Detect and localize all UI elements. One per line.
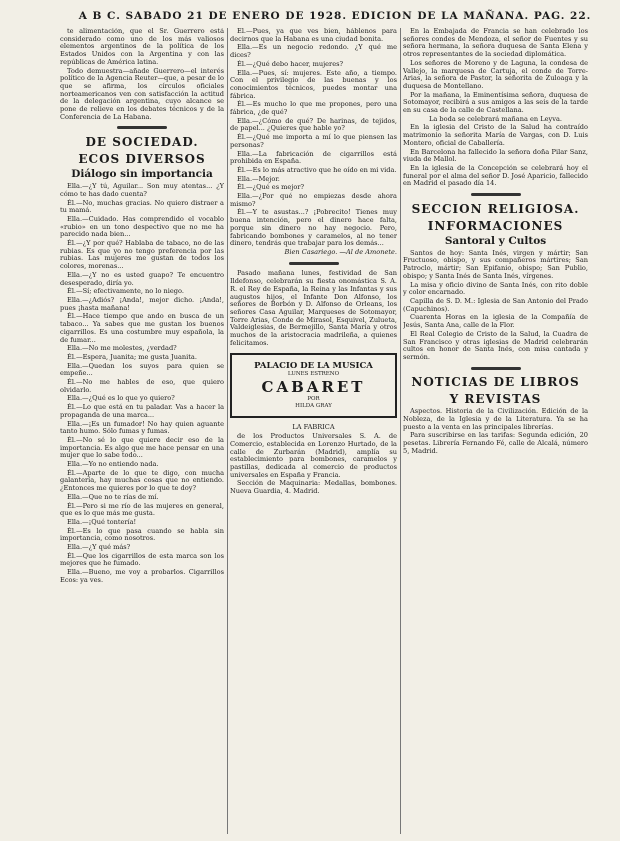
dialogue-line: Ella.—¿Y no es usted guapo? Te encuentro desesperado, diría yo. [60, 270, 224, 287]
dialogue-line: Ella.—¿Por qué no empiezas desde ahora mismo? [230, 192, 397, 208]
dialogue-line: Ella.—¡Qué tontería! [67, 517, 137, 526]
notice-title: LA FABRICA [292, 423, 335, 432]
dialogue-line: Él.—Es lo más atractivo que he oído en mi vida. [237, 165, 397, 174]
dialogue-line: Ella.—¡Es un fumador! No hay quien aguante tanto humo. Sólo fumas y fumas. [60, 419, 224, 436]
santoral-text: Cuarenta Horas en la iglesia de la Compañía de Jesús, Santa Ana, calle de la Flor. [403, 313, 588, 330]
santoral-text: Santos de hoy: Santa Inés, virgen y mártir; San Fructuoso, obispo, y sus compañeros mártires; San Patroclo, mártir; San Epifanio, obispo; San Publio, obispo; y Santa Inés de Santa Inés, vírgenes. [403, 248, 588, 280]
dialogue-line: Ella.—¿Y tú, Aguilar... Son muy atentas... ¿Y cómo te has dado cuenta? [60, 182, 224, 198]
dialogue-line: Ella.—Bueno, me voy a probarlos. Cigarrillos Ecos: ya ves. [60, 568, 224, 584]
social-note: Pasado mañana lunes, festividad de San Ildefonso, celebrarán su fiesta onomástica S. A. R. el Rey de España, la Reina y las Infantas y sus augustos hijos, el Infante Don Alfonso, los señores de Borbón y D. Alfonso de Orleans, los señores Casa Aguilar, Marqueses de Sotomayor, Torre Arias, Conde de Mirasol, Esquivel, Zulueta, Valdeiglesias, de Bermejillo, Santa María y otros muchos de la aristocracia madrileña, a quienes felicitamos. [230, 269, 397, 347]
santoral-text: La misa y oficio divino de Santa Inés, con rito doble y color encarnado. [403, 280, 588, 297]
dialogue-line: Él.—Espera, Juanita; me gusta Juanita. [67, 352, 197, 361]
dialogue-line: Él.—Que los cigarrillos de esta marca son los mejores que he fumado. [60, 551, 224, 568]
notice-text: Sección de Maquinaria: Medallas, bombones. Nueva Guardia, 4. Madrid. [230, 479, 397, 496]
dialogue-line: Él.—Hace tiempo que ando en busca de un tabaco... Ya sabes que me gustan los buenos cigarrillos. Es una costumbre muy española, la de fumar... [60, 312, 224, 344]
article-subtitle: Diálogo sin importancia [71, 168, 213, 181]
dialogue-line: Ella.—¿Cómo de qué? De harinas, de tejidos, de papel... ¿Quieres que hable yo? [230, 116, 397, 133]
dialogue-line: Ella.—No me molestes, ¿verdad? [67, 344, 177, 353]
paragraph: En la Embajada de Francia se han celebrado los señores condes de Mendoza, el señor de Fuentes y su señora hermana, la señora duquesa de Santa Elena y otros representantes de la sociedad diplomática. [403, 28, 588, 59]
section-title: INFORMACIONES [427, 218, 564, 233]
dialogue-line: Ella.—Quedan los suyos para quien se empeñe... [60, 361, 224, 378]
dialogue-line: Él.—¿Qué me importa a mí lo que piensen las personas? [230, 133, 397, 149]
section-subhead: Santoral y Cultos [444, 234, 547, 247]
dialogue-line: Él.—Pues, ya que ves bien, háblenos para decirnos que la Habana es una ciudad bonita. [230, 28, 397, 43]
section-title: Y REVISTAS [449, 392, 542, 407]
paragraph: En la iglesia del Cristo de la Salud ha contraído matrimonio la señorita María de Vargas, con D. Luis Montero, oficial de Caballería. [403, 123, 588, 147]
section-title: DE SOCIEDAD. [85, 135, 199, 150]
dialogue-line: Él.—No, muchas gracias. No quiero distraer a tu mamá. [60, 198, 224, 215]
section-title: ECOS DIVERSOS [78, 152, 206, 167]
dialogue-block [60, 183, 224, 584]
dialogue-line: Él.—Lo que está en tu paladar. Vas a hacer la propaganda de una marca... [60, 403, 224, 419]
notice-text: de los Productos Universales S. A. de Comercio, establecida en Lorenzo Hurtado, de la calle de Zurbarán (Madrid), amplía su establecimiento para bombones, caramelos y pastillas, dedicada al comercio de productos universales en España y Francia. [230, 432, 397, 479]
paragraph: La boda se celebrará mañana en Leyva. [429, 114, 562, 123]
dialogue-line: Ella.—Mejor. [237, 174, 280, 183]
separator-ornament [403, 365, 588, 373]
page-header: A B C. SABADO 21 DE ENERO DE 1928. EDICION DE LA MAÑANA. PAG. 22. [78, 10, 592, 22]
dialogue-line: Ella.—¿Y qué más? [67, 543, 131, 552]
dialogue-line: Ella.—Yo no entiendo nada. [67, 460, 159, 469]
dialogue-line: Él.—No sé lo que quiere decir eso de la importancia. Es algo que me hace pensar en una mujer que lo sabe todo... [60, 435, 224, 460]
dialogue-line: Ella.—¿Adiós? ¡Anda!, mejor dicho. ¡Anda!, pues ¡hasta mañana! [60, 295, 224, 312]
column-rule [400, 28, 401, 834]
dialogue-line: Él.—Pero si me río de las mujeres en general, que es lo que más me gusta. [60, 501, 224, 518]
paragraph: Por la mañana, la Eminentísima señora, duquesa de Sotomayor, recibirá a sus amigos a las seis de la tarde en su casa de la calle de Castellana. [403, 90, 588, 115]
paragraph: En la iglesia de la Concepción se celebrará hoy el funeral por el alma del señor D. José Aparicio, fallecido en Madrid el pasado día 14. [403, 163, 588, 188]
dialogue-line: Ella.—Es un negocio redondo. ¿Y qué me dices? [230, 43, 397, 60]
dialogue-line: Él.—Y te asustas...? ¡Pobrecito! Tienes muy buena intención, pero el dinero hace falta, porque sin dinero no hay negocio. Pero, fabricando bombones y caramelos, al no tener dinero, tendrás que trabajar para los demás... [230, 208, 397, 248]
ad-venue: PALACIO DE LA MUSICA [254, 361, 373, 372]
theater-advertisement [230, 353, 397, 418]
dialogue-line: Él.—¿Qué debo hacer, mujeres? [237, 59, 344, 68]
separator-ornament [230, 260, 397, 268]
book-note: Para suscribirse en las tarifas: Segunda edición, 20 pesetas. Librería Fernando Fé, calle de Alcalá, número 5, Madrid. [403, 431, 588, 455]
dialogue-line: Él.—¿Y por qué? Hablaba de tabaco, no de las rubias. Es que yo no tengo preferencia por las rubias. Las mujeres me gustan de todos los colores, morenas... [60, 239, 224, 271]
column-rule [227, 28, 228, 834]
paragraph: En Barcelona ha fallecido la señora doña Pilar Sanz, viuda de Mallol. [403, 147, 588, 164]
book-note: Aspectos. Historia de la Civilización. Edición de la Nobleza, de la Iglesia y de la Literatura. Ya se ha puesto a la venta en las principales librerías. [403, 407, 588, 431]
section-title: NOTICIAS DE LIBROS [411, 375, 580, 390]
dialogue-line: Él.—Aparte de lo que te digo, con mucha galantería, hay muchas cosas que no entiendo. ¿Entonces me quieres por lo que te doy? [60, 468, 224, 493]
signature: Bien Casariego. —Al de Amonete. [284, 247, 397, 256]
dialogue-line: Él.—Es mucho lo que me propones, pero una fábrica, ¿de qué? [230, 100, 397, 117]
dialogue-line: Ella.—Que no te rías de mí. [67, 492, 159, 501]
column-3 [403, 28, 588, 834]
dialogue-line: Ella.—La fabricación de cigarrillos está prohibida en España. [230, 149, 397, 166]
dialogue-line: Él.—Sí; efectivamente, no lo niego. [67, 287, 184, 296]
ad-star: HILDA GRAY [295, 403, 332, 410]
column-2 [230, 28, 397, 834]
dialogue-line: Ella.—Pues, sí: mujeres. Este año, a tiempo. Con el privilegio de las buenas y los conocimientos técnicos, puedes montar una fábrica. [230, 68, 397, 100]
dialogue-line: Ella.—¿Qué es lo que yo quiero? [67, 394, 175, 403]
dialogue-line: Ella.—Cuidado. Has comprendido el vocablo «rubio» en un tono despectivo que no me ha parecido nada bien... [60, 214, 224, 239]
santoral-text: El Real Colegio de Cristo de la Salud, la Cuadra de San Francisco y otras iglesias de Madrid celebrarán cultos en honor de Santa Inés, con misa cantada y sermón. [403, 329, 588, 361]
santoral-text: Capilla de S. D. M.: Iglesia de San Antonio del Prado (Capuchinos). [403, 296, 588, 313]
dialogue-line: Él.—Es lo que pasa cuando se habla sin importancia, como nosotros. [60, 526, 224, 543]
paragraph: Los señores de Moreno y de Laguna, la condesa de Vallejo, la marquesa de Cartuja, el conde de Torre-Arias, la señora de Pastor, la señorita de Zuloaga y la duquesa de Montellano. [403, 58, 588, 90]
paragraph: te alimentación, que el Sr. Guerrero está considerado como uno de los más valiosos elementos argentinos de la política de los Estados Unidos con la Argentina y con las repúblicas de América latina. [60, 28, 224, 66]
ad-subline: LUNES ESTRENO [287, 371, 340, 378]
ad-title: CABARET [261, 378, 366, 397]
paragraph: Todo demuestra—añade Guerrero—el interés político de la Agencia Reuter—que, a pesar de lo que se afirma, los círculos oficiales norteamericanos ven con satisfacción la actitud de la delegación argentina, cuyo alcance se pone de relieve en los debates técnicos y de la Conferencia de La Habana. [60, 66, 224, 121]
dialogue-line: Él.—¿Qué es mejor? [237, 183, 305, 192]
separator-ornament [403, 191, 588, 199]
separator-ornament [60, 124, 224, 132]
column-1 [60, 28, 224, 834]
dialogue-line: Él.—No me hables de eso, que quiero olvidarlo. [60, 378, 224, 394]
section-title: SECCION RELIGIOSA. [411, 201, 580, 216]
ad-by: POR [307, 396, 320, 403]
